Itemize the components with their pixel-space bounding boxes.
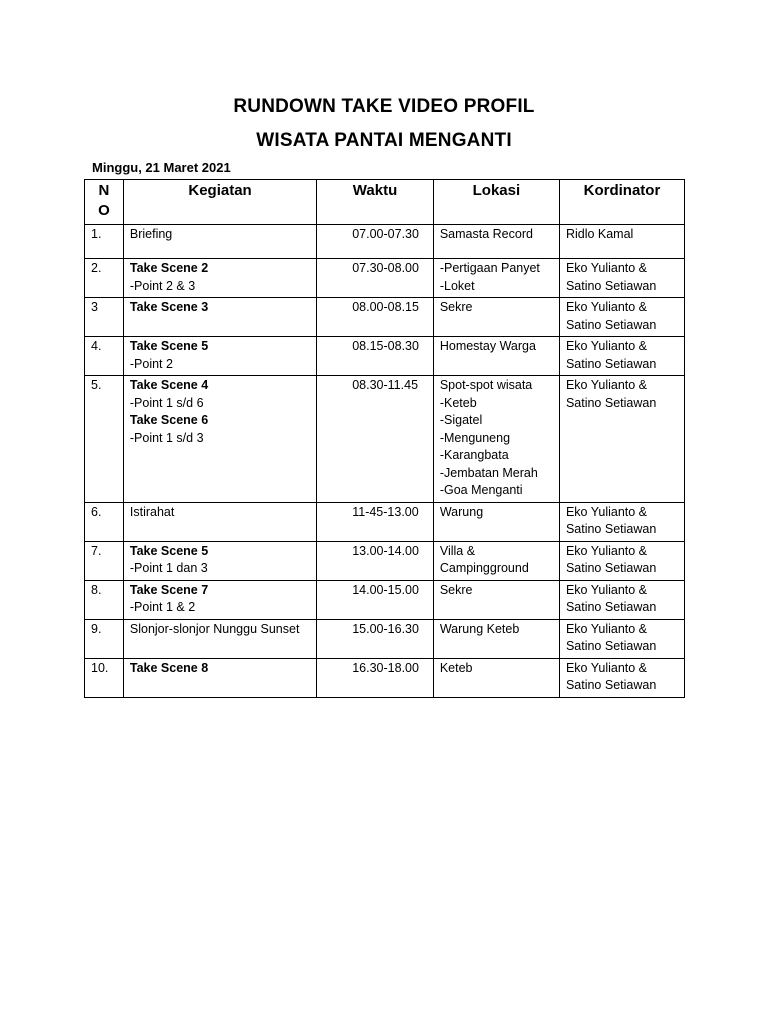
cell-kegiatan: Take Scene 8 [123,658,316,697]
cell-no: 5. [85,376,124,503]
cell-lokasi: Villa & Campingground [433,541,559,580]
cell-lokasi: Sekre [433,298,559,337]
document-subtitle: WISATA PANTAI MENGANTI [256,130,512,151]
cell-waktu: 07.30-08.00 [317,259,434,298]
cell-lokasi: Warung [433,502,559,541]
cell-waktu: 11-45-13.00 [317,502,434,541]
cell-kordinator: Eko Yulianto & Satino Setiawan [559,337,684,376]
table-row [85,502,685,541]
cell-lokasi: Homestay Warga [433,337,559,376]
table-row [85,225,685,259]
cell-kegiatan: Slonjor-slonjor Nunggu Sunset [123,619,316,658]
cell-waktu: 08.30-11.45 [317,376,434,503]
cell-kegiatan: Take Scene 4 -Point 1 s/d 6 Take Scene 6 -Point 1 s/d 3 [123,376,316,503]
event-date: Minggu, 21 Maret 2021 [92,160,231,175]
header-waktu: Waktu [317,180,434,225]
cell-lokasi: Warung Keteb [433,619,559,658]
cell-waktu: 13.00-14.00 [317,541,434,580]
cell-kegiatan: Take Scene 5 -Point 2 [123,337,316,376]
cell-kegiatan: Take Scene 3 [123,298,316,337]
cell-lokasi: -Pertigaan Panyet -Loket [433,259,559,298]
cell-waktu: 07.00-07.30 [317,225,434,259]
table-row [85,259,685,298]
header-lokasi: Lokasi [433,180,559,225]
cell-kegiatan: Take Scene 7 -Point 1 & 2 [123,580,316,619]
cell-no: 10. [85,658,124,697]
cell-kordinator: Eko Yulianto & Satino Setiawan [559,541,684,580]
cell-kordinator: Eko Yulianto & Satino Setiawan [559,580,684,619]
table-row [85,580,685,619]
cell-kordinator: Eko Yulianto & Satino Setiawan [559,502,684,541]
cell-no: 2. [85,259,124,298]
header-no: N O [85,180,124,225]
cell-no: 6. [85,502,124,541]
cell-no: 4. [85,337,124,376]
document-title: RUNDOWN TAKE VIDEO PROFIL [233,96,535,117]
header-kordinator: Kordinator [559,180,684,225]
cell-kegiatan: Take Scene 5 -Point 1 dan 3 [123,541,316,580]
cell-lokasi: Keteb [433,658,559,697]
cell-lokasi: Spot-spot wisata -Keteb -Sigatel -Menguneng -Karangbata -Jembatan Merah -Goa Menganti [433,376,559,503]
table-row [85,376,685,503]
cell-lokasi: Sekre [433,580,559,619]
cell-kegiatan: Take Scene 2 -Point 2 & 3 [123,259,316,298]
table-row [85,658,685,697]
cell-no: 9. [85,619,124,658]
cell-waktu: 14.00-15.00 [317,580,434,619]
table-row [85,619,685,658]
cell-no: 3 [85,298,124,337]
cell-waktu: 08.15-08.30 [317,337,434,376]
rundown-table [84,179,685,698]
cell-no: 7. [85,541,124,580]
cell-waktu: 08.00-08.15 [317,298,434,337]
cell-kordinator: Eko Yulianto & Satino Setiawan [559,658,684,697]
cell-kegiatan: Istirahat [123,502,316,541]
cell-kordinator: Eko Yulianto & Satino Setiawan [559,619,684,658]
cell-kordinator: Eko Yulianto & Satino Setiawan [559,259,684,298]
table-row [85,337,685,376]
cell-waktu: 16.30-18.00 [317,658,434,697]
cell-kordinator: Eko Yulianto & Satino Setiawan [559,298,684,337]
table-header-row [85,180,685,225]
header-kegiatan: Kegiatan [123,180,316,225]
cell-lokasi: Samasta Record [433,225,559,259]
cell-kegiatan: Briefing [123,225,316,259]
cell-kordinator: Eko Yulianto & Satino Setiawan [559,376,684,503]
cell-waktu: 15.00-16.30 [317,619,434,658]
table-row [85,298,685,337]
cell-no: 8. [85,580,124,619]
cell-kordinator: Ridlo Kamal [559,225,684,259]
table-row [85,541,685,580]
cell-no: 1. [85,225,124,259]
